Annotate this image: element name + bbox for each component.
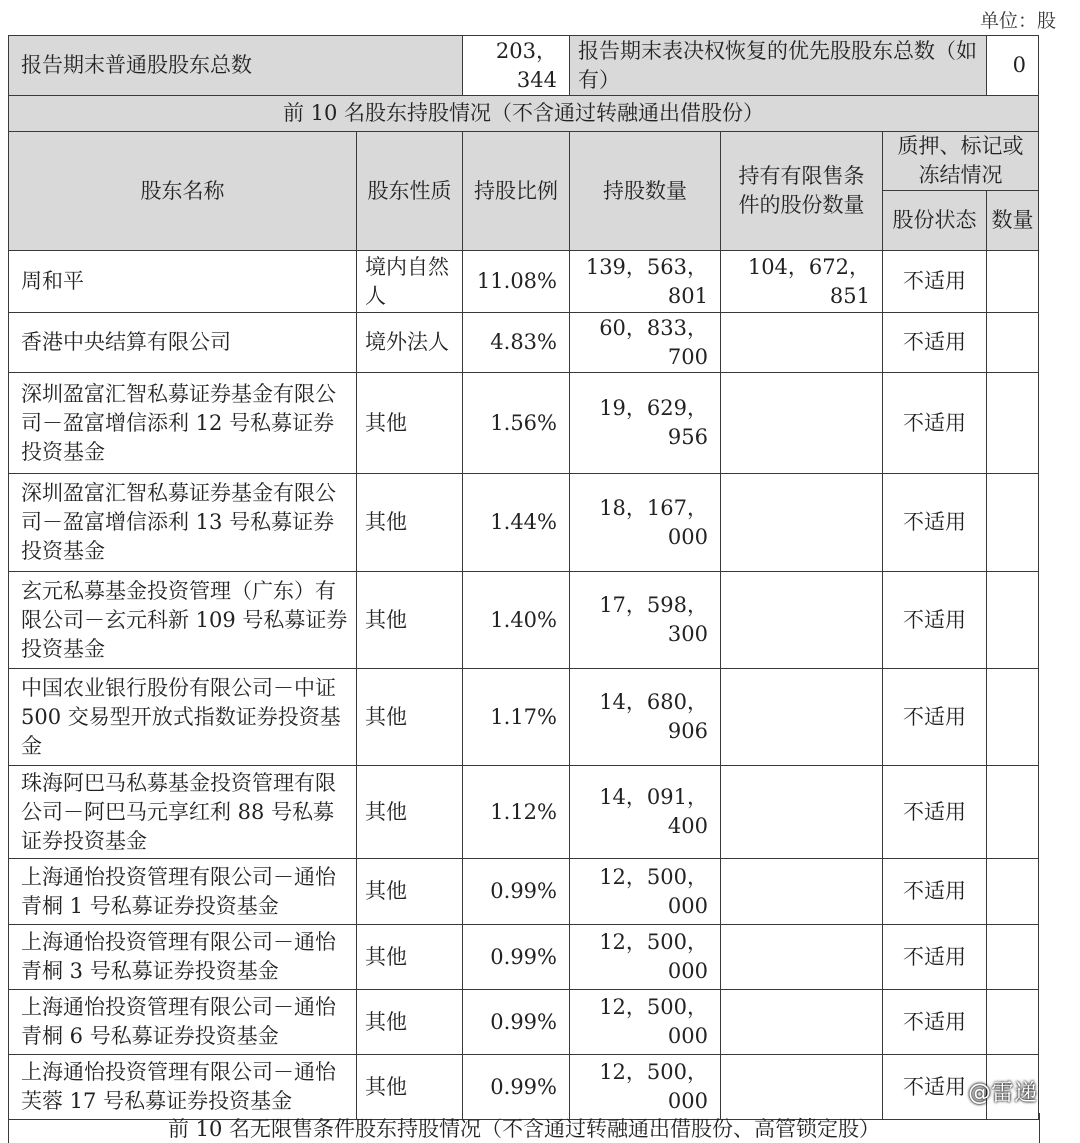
table-row	[9, 859, 1039, 925]
restricted-share-count	[721, 373, 883, 474]
holding-ratio: 1.17%	[463, 669, 570, 766]
pledge-quantity	[987, 990, 1039, 1055]
summary-row	[9, 36, 1039, 96]
table-row	[9, 373, 1039, 474]
watermark: @雷递	[968, 1080, 1037, 1106]
holding-ratio: 1.40%	[463, 572, 570, 669]
shareholder-nature: 其他	[357, 373, 463, 474]
table-row	[9, 990, 1039, 1055]
holding-ratio: 1.12%	[463, 766, 570, 859]
pledge-status: 不适用	[883, 925, 987, 990]
holding-ratio: 1.56%	[463, 373, 570, 474]
header-restricted: 持有有限售条件的股份数量	[721, 132, 883, 251]
header-shares: 持股数量	[570, 132, 721, 251]
header-nature: 股东性质	[357, 132, 463, 251]
restricted-share-count: 104，672，851	[721, 251, 883, 313]
section-title-row	[9, 96, 1039, 132]
pledge-quantity	[987, 766, 1039, 859]
header-name: 股东名称	[9, 132, 357, 251]
pledge-status: 不适用	[883, 373, 987, 474]
table-row	[9, 572, 1039, 669]
restricted-share-count	[721, 572, 883, 669]
total-holders-label: 报告期末普通股股东总数	[9, 36, 463, 96]
holding-ratio: 4.83%	[463, 313, 570, 373]
shareholder-name: 珠海阿巴马私募基金投资管理有限公司－阿巴马元享红利 88 号私募证券投资基金	[9, 766, 357, 859]
shareholder-nature: 境外法人	[357, 313, 463, 373]
pledge-status: 不适用	[883, 474, 987, 572]
header-row-1	[9, 132, 1039, 191]
header-ratio: 持股比例	[463, 132, 570, 251]
shareholder-name: 中国农业银行股份有限公司－中证 500 交易型开放式指数证券投资基金	[9, 669, 357, 766]
restricted-share-count	[721, 669, 883, 766]
pledge-quantity	[987, 251, 1039, 313]
holding-ratio: 11.08%	[463, 251, 570, 313]
restricted-share-count	[721, 990, 883, 1055]
pledge-quantity	[987, 925, 1039, 990]
shareholder-nature: 境内自然人	[357, 251, 463, 313]
holding-ratio: 0.99%	[463, 1055, 570, 1120]
share-count: 14，091，400	[570, 766, 721, 859]
total-holders-value: 203，344	[463, 36, 570, 96]
shareholder-nature: 其他	[357, 572, 463, 669]
header-pledge-qty: 数量	[987, 191, 1039, 251]
pledge-quantity	[987, 669, 1039, 766]
pledge-quantity	[987, 572, 1039, 669]
share-count: 139，563，801	[570, 251, 721, 313]
shareholder-name: 深圳盈富汇智私募证券基金有限公司－盈富增信添利 13 号私募证券投资基金	[9, 474, 357, 572]
table-row	[9, 1055, 1039, 1120]
table-row	[9, 474, 1039, 572]
pledge-quantity	[987, 373, 1039, 474]
pledge-status: 不适用	[883, 990, 987, 1055]
preferred-holders-value: 0	[987, 36, 1039, 96]
shareholder-name: 玄元私募基金投资管理（广东）有限公司－玄元科新 109 号私募证券投资基金	[9, 572, 357, 669]
shareholder-name: 香港中央结算有限公司	[9, 313, 357, 373]
restricted-share-count	[721, 474, 883, 572]
pledge-status: 不适用	[883, 1055, 987, 1120]
pledge-quantity	[987, 474, 1039, 572]
shareholder-name: 深圳盈富汇智私募证券基金有限公司－盈富增信添利 12 号私募证券投资基金	[9, 373, 357, 474]
preferred-holders-label: 报告期末表决权恢复的优先股股东总数（如有）	[570, 36, 987, 96]
pledge-status: 不适用	[883, 859, 987, 925]
holding-ratio: 1.44%	[463, 474, 570, 572]
table-row	[9, 766, 1039, 859]
table-row	[9, 313, 1039, 373]
share-count: 12，500，000	[570, 1055, 721, 1120]
holding-ratio: 0.99%	[463, 925, 570, 990]
shareholder-nature: 其他	[357, 766, 463, 859]
holding-ratio: 0.99%	[463, 859, 570, 925]
pledge-status: 不适用	[883, 572, 987, 669]
share-count: 14，680，906	[570, 669, 721, 766]
share-count: 12，500，000	[570, 859, 721, 925]
restricted-share-count	[721, 313, 883, 373]
pledge-status: 不适用	[883, 669, 987, 766]
shareholder-nature: 其他	[357, 1055, 463, 1120]
table-row	[9, 251, 1039, 313]
shareholder-nature: 其他	[357, 669, 463, 766]
table-row	[9, 925, 1039, 990]
shareholder-nature: 其他	[357, 474, 463, 572]
holding-ratio: 0.99%	[463, 990, 570, 1055]
share-count: 12，500，000	[570, 990, 721, 1055]
shareholder-nature: 其他	[357, 925, 463, 990]
shareholder-name: 上海通怡投资管理有限公司－通怡芙蓉 17 号私募证券投资基金	[9, 1055, 357, 1120]
unit-label: 单位：股	[979, 10, 1056, 32]
header-pledge-group: 质押、标记或冻结情况	[883, 132, 1039, 191]
pledge-status: 不适用	[883, 766, 987, 859]
section-title: 前 10 名股东持股情况（不含通过转融通出借股份）	[9, 96, 1039, 132]
shareholder-name: 上海通怡投资管理有限公司－通怡青桐 3 号私募证券投资基金	[9, 925, 357, 990]
restricted-share-count	[721, 925, 883, 990]
restricted-share-count	[721, 859, 883, 925]
shareholder-name: 上海通怡投资管理有限公司－通怡青桐 1 号私募证券投资基金	[9, 859, 357, 925]
pledge-status: 不适用	[883, 251, 987, 313]
shareholder-name: 上海通怡投资管理有限公司－通怡青桐 6 号私募证券投资基金	[9, 990, 357, 1055]
shareholder-table	[8, 35, 1039, 1120]
share-count: 12，500，000	[570, 925, 721, 990]
shareholder-nature: 其他	[357, 859, 463, 925]
shareholder-nature: 其他	[357, 990, 463, 1055]
shareholder-name: 周和平	[9, 251, 357, 313]
next-section-title-partial: 前 10 名无限售条件股东持股情况（不含通过转融通出借股份、高管锁定股）	[8, 1113, 1040, 1143]
pledge-quantity	[987, 859, 1039, 925]
pledge-quantity	[987, 313, 1039, 373]
table-row	[9, 669, 1039, 766]
restricted-share-count	[721, 1055, 883, 1120]
share-count: 18，167，000	[570, 474, 721, 572]
pledge-status: 不适用	[883, 313, 987, 373]
share-count: 19，629，956	[570, 373, 721, 474]
restricted-share-count	[721, 766, 883, 859]
share-count: 17，598，300	[570, 572, 721, 669]
header-pledge-status: 股份状态	[883, 191, 987, 251]
share-count: 60，833，700	[570, 313, 721, 373]
